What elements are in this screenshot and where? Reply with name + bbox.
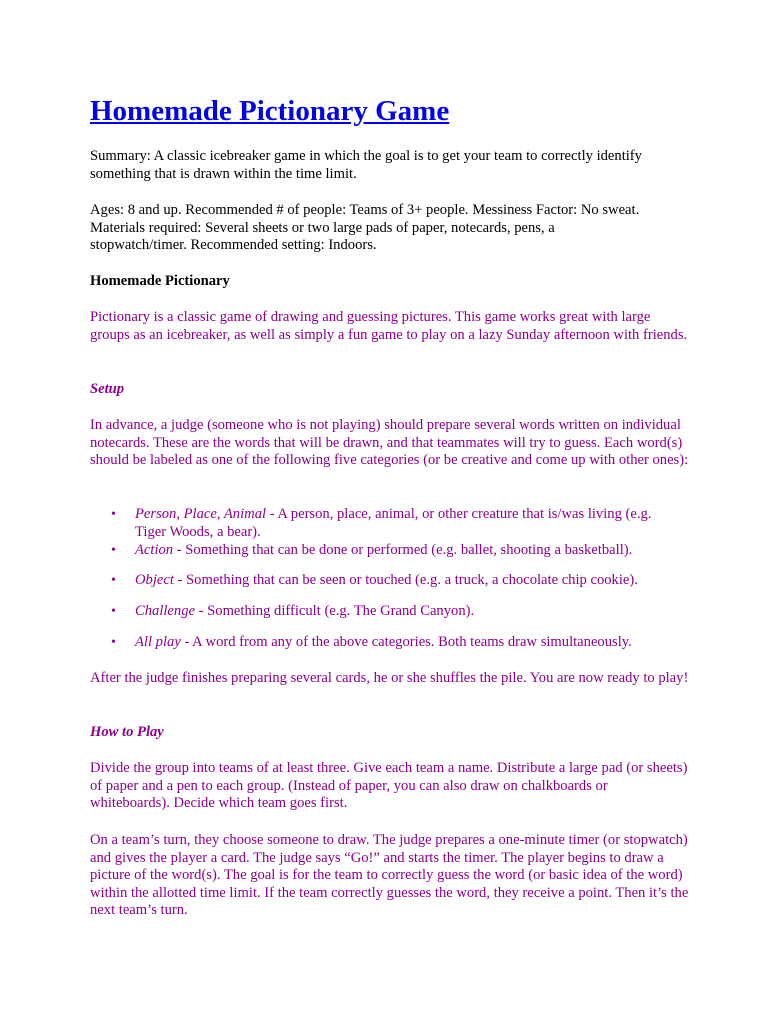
details-line-setting: stopwatch/timer. Recommended setting: Indoors. xyxy=(90,237,377,254)
details-line-ages: Ages: 8 and up. Recommended # of people: Teams of 3+ people. Messiness Factor: No sweat. xyxy=(90,202,640,218)
category-description: - Something that can be seen or touched (e.g. a truck, a chocolate chip cookie). xyxy=(173,572,638,588)
category-description: - Something that can be done or performed (e.g. ballet, shooting a basketball). xyxy=(173,542,633,558)
bullet-icon: • xyxy=(111,635,116,650)
category-description: - A person, place, animal, or other creature that is/was living (e.g. Tiger Woods, a bear). xyxy=(135,506,652,540)
category-description: - A word from any of the above categories. Both teams draw simultaneously. xyxy=(180,634,632,650)
category-term: Action xyxy=(135,542,174,558)
category-term: Person, Place, Animal xyxy=(135,506,267,522)
summary-paragraph: Summary: A classic icebreaker game in which the goal is to get your team to correctly identify something that is drawn within the time limit. xyxy=(90,148,642,182)
list-item-text xyxy=(135,506,685,541)
section-subheading: Homemade Pictionary xyxy=(90,273,230,289)
bullet-icon: • xyxy=(111,507,116,522)
list-item-text xyxy=(135,634,685,652)
page-title[interactable]: Homemade Pictionary Game xyxy=(90,95,450,127)
list-item-text xyxy=(135,603,685,621)
details-paragraph xyxy=(90,202,690,255)
list-item-text xyxy=(135,542,685,560)
details-line-materials: Materials required: Several sheets or two large pads of paper, notecards, pens, a xyxy=(90,219,555,236)
category-term: All play xyxy=(135,634,181,650)
setup-after-paragraph: After the judge finishes preparing several cards, he or she shuffles the pile. You are now ready to play! xyxy=(90,670,689,686)
how-to-play-paragraph-2: On a team’s turn, they choose someone to draw. The judge prepares a one-minute timer (or stopwatch) and gives the player a card. The judge says “Go!” and starts the timer. The player begins to draw a picture of the word(s). The goal is for the team to correctly guess the word (or basic idea of the word) within the allotted time limit. If the team correctly guesses the word, they receive a point. Then it’s the next team’s turn. xyxy=(90,832,689,919)
setup-heading: Setup xyxy=(90,381,125,397)
bullet-icon: • xyxy=(111,543,116,558)
how-to-play-heading: How to Play xyxy=(90,724,164,740)
intro-paragraph: Pictionary is a classic game of drawing and guessing pictures. This game works great with large groups as an icebreaker, as well as simply a fun game to play on a lazy Sunday afternoon with friends. xyxy=(90,309,688,343)
setup-paragraph: In advance, a judge (someone who is not playing) should prepare several words written on individual notecards. These are the words that will be drawn, and that teammates will try to guess. Each word(s) should be labeled as one of the following five categories (or be creative and come up with other ones): xyxy=(90,417,689,469)
bullet-icon: • xyxy=(111,604,116,619)
how-to-play-paragraph-1: Divide the group into teams of at least three. Give each team a name. Distribute a large pad (or sheets) of paper and a pen to each group. (Instead of paper, you can also draw on chalkboards or whiteboards). Decide which team goes first. xyxy=(90,760,688,812)
bullet-icon: • xyxy=(111,573,116,588)
category-term: Challenge xyxy=(135,603,195,619)
category-description: - Something difficult (e.g. The Grand Canyon). xyxy=(195,603,475,619)
list-item-text xyxy=(135,572,685,590)
category-term: Object xyxy=(135,572,174,588)
